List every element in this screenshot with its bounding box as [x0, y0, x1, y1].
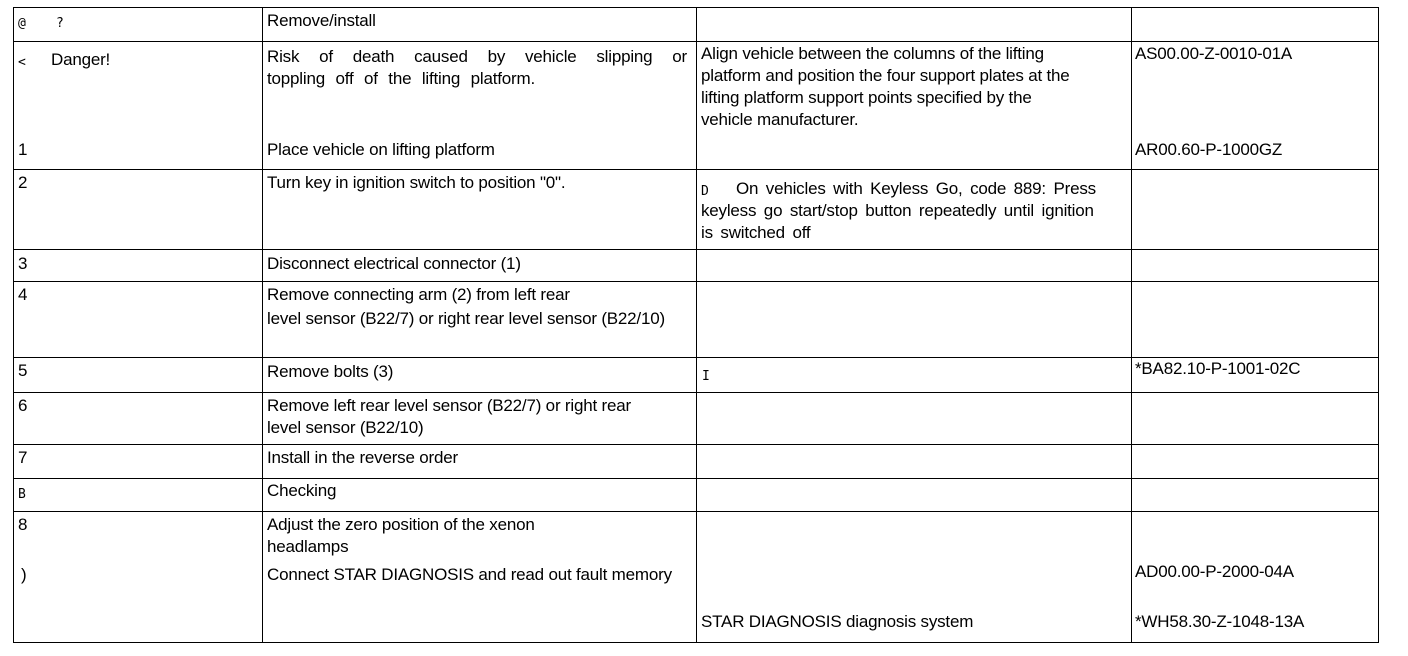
danger-icon: < — [18, 55, 26, 70]
step-number: 8 — [18, 515, 28, 534]
step-number: 7 — [18, 448, 28, 467]
danger-text: Risk of death caused by vehicle slipping or toppling off of the lifting platform. — [267, 47, 687, 88]
work-procedure-table — [13, 7, 1379, 643]
step-action: Connect STAR DIAGNOSIS and read out fault memory — [267, 565, 672, 584]
step-note: STAR DIAGNOSIS diagnosis system — [701, 612, 974, 631]
step-action: Remove left rear level sensor (B22/7) or right rear level sensor (B22/10) — [267, 396, 631, 437]
document-reference: *BA82.10-P-1001-02C — [1135, 359, 1301, 378]
row-divider — [14, 169, 1378, 170]
step-number: 3 — [18, 254, 28, 273]
step-number: 6 — [18, 396, 28, 415]
torque-icon: I — [702, 369, 710, 384]
diagnosis-icon: ) — [21, 565, 27, 584]
column-divider — [1131, 8, 1132, 642]
row-divider — [14, 281, 1378, 282]
step-note: On vehicles with Keyless Go, code 889: Press keyless go start/stop button repeatedly until ignition is switched off — [701, 179, 1096, 242]
row-divider — [14, 444, 1378, 445]
row-divider — [14, 41, 1378, 42]
step-note: Align vehicle between the columns of the lifting platform and position the four support plates at the lifting platform support points specified by the vehicle manufacturer. — [701, 44, 1070, 129]
step-action: level sensor (B22/7) or right rear level sensor (B22/10) — [267, 309, 665, 328]
step-action: Install in the reverse order — [267, 448, 458, 467]
step-action: Remove connecting arm (2) from left rear — [267, 285, 570, 304]
note-icon: D — [701, 184, 709, 199]
document-reference: AR00.60-P-1000GZ — [1135, 140, 1283, 159]
document-reference: *WH58.30-Z-1048-13A — [1135, 612, 1305, 631]
step-number: 2 — [18, 173, 28, 192]
danger-label: Danger! — [51, 50, 111, 69]
step-number: 5 — [18, 361, 28, 380]
column-divider — [696, 8, 697, 642]
remove-install-icon: @ — [18, 16, 26, 31]
row-divider — [14, 249, 1378, 250]
row-divider — [14, 478, 1378, 479]
step-number: 4 — [18, 285, 28, 304]
checking-icon: B — [18, 487, 26, 502]
document-reference: AD00.00-P-2000-04A — [1135, 562, 1294, 581]
row-divider — [14, 392, 1378, 393]
step-action: Adjust the zero position of the xenon headlamps — [267, 515, 535, 556]
step-number: 1 — [18, 140, 28, 159]
info-icon: ? — [56, 16, 64, 31]
step-action: Turn key in ignition switch to position "0". — [267, 173, 566, 192]
step-action: Place vehicle on lifting platform — [267, 140, 495, 159]
step-action: Disconnect electrical connector (1) — [267, 254, 521, 273]
step-action: Checking — [267, 481, 337, 500]
row-divider — [14, 511, 1378, 512]
column-divider — [262, 8, 263, 642]
step-action: Remove bolts (3) — [267, 362, 394, 381]
document-reference: AS00.00-Z-0010-01A — [1135, 44, 1293, 63]
step-action: Remove/install — [267, 11, 376, 30]
